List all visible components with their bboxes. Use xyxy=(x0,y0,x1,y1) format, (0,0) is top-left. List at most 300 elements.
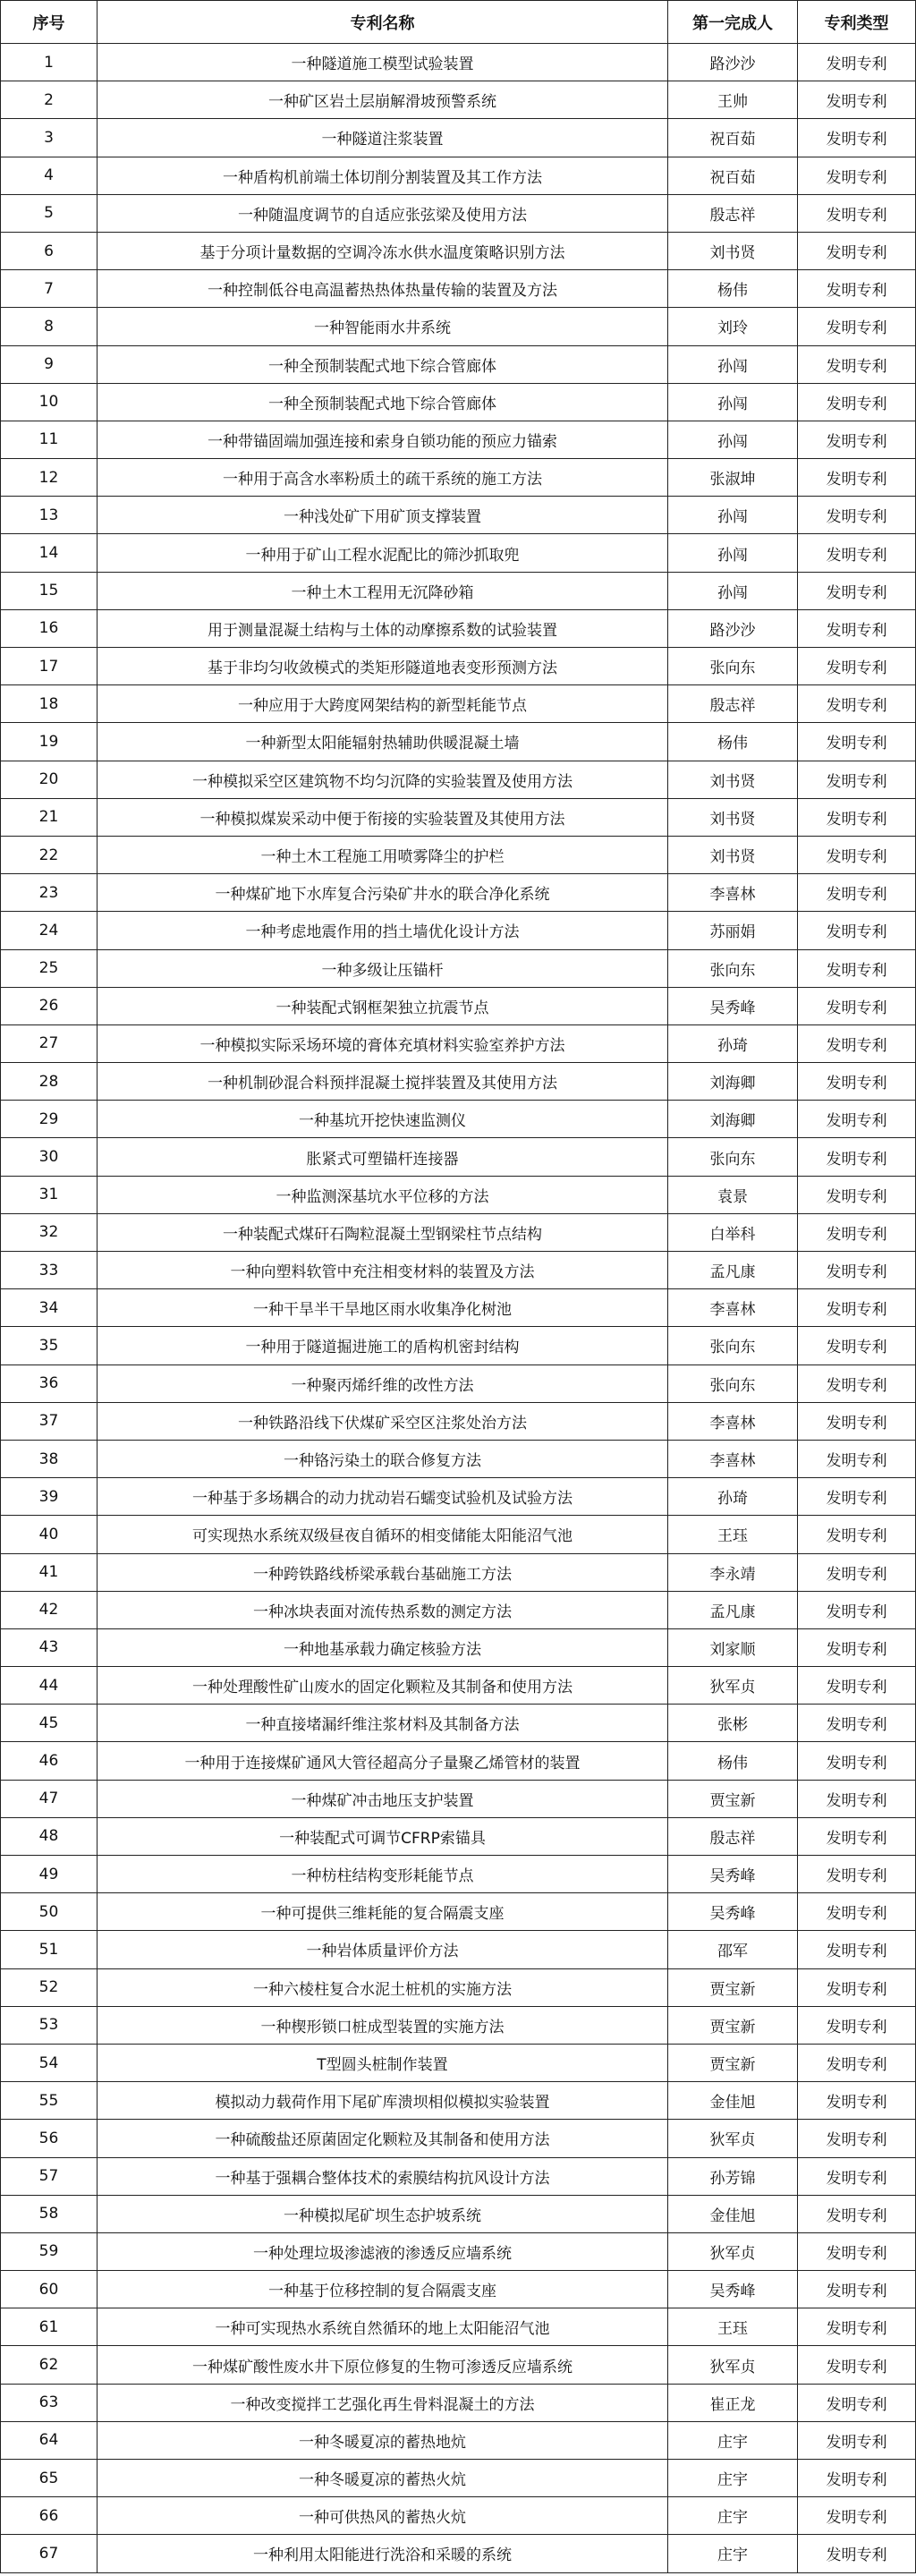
cell-patent-name: 一种冬暖夏凉的蓄热火炕 xyxy=(98,2460,668,2497)
table-row xyxy=(1,421,916,458)
cell-serial-number: 64 xyxy=(1,2421,98,2459)
cell-patent-name: 一种土木工程用无沉降砂箱 xyxy=(98,572,668,609)
cell-first-inventor: 狄军贞 xyxy=(668,2346,798,2384)
cell-serial-number: 23 xyxy=(1,874,98,912)
table-row xyxy=(1,798,916,836)
table-row xyxy=(1,1817,916,1855)
table-row xyxy=(1,1628,916,1666)
cell-patent-name: 一种模拟尾矿坝生态护坡系统 xyxy=(98,2195,668,2232)
cell-serial-number: 40 xyxy=(1,1516,98,1553)
table-row xyxy=(1,1024,916,1062)
table-row xyxy=(1,270,916,308)
table-row xyxy=(1,2271,916,2308)
table-row xyxy=(1,497,916,534)
table-row xyxy=(1,2157,916,2195)
table-row xyxy=(1,534,916,572)
cell-patent-name: 一种盾构机前端土体切削分割装置及其工作方法 xyxy=(98,157,668,194)
table-row xyxy=(1,987,916,1024)
cell-patent-type: 发明专利 xyxy=(798,987,916,1024)
cell-first-inventor: 刘书贤 xyxy=(668,836,798,873)
cell-serial-number: 50 xyxy=(1,1893,98,1931)
cell-patent-name: 一种用于连接煤矿通风大管径超高分子量聚乙烯管材的装置 xyxy=(98,1742,668,1780)
cell-patent-name: 模拟动力载荷作用下尾矿库溃坝相似模拟实验装置 xyxy=(98,2082,668,2120)
cell-patent-name: 一种基于多场耦合的动力扰动岩石蠕变试验机及试验方法 xyxy=(98,1478,668,1516)
cell-serial-number: 60 xyxy=(1,2271,98,2308)
cell-patent-name: 用于测量混凝土结构与土体的动摩擦系数的试验装置 xyxy=(98,609,668,647)
cell-first-inventor: 路沙沙 xyxy=(668,609,798,647)
cell-serial-number: 47 xyxy=(1,1780,98,1817)
cell-first-inventor: 刘海卿 xyxy=(668,1101,798,1138)
table-row xyxy=(1,2044,916,2081)
cell-serial-number: 51 xyxy=(1,1931,98,1968)
cell-first-inventor: 杨伟 xyxy=(668,723,798,761)
cell-first-inventor: 吴秀峰 xyxy=(668,987,798,1024)
table-row xyxy=(1,2384,916,2421)
table-row xyxy=(1,383,916,421)
cell-patent-type: 发明专利 xyxy=(798,798,916,836)
cell-serial-number: 41 xyxy=(1,1553,98,1591)
cell-serial-number: 42 xyxy=(1,1591,98,1628)
cell-serial-number: 58 xyxy=(1,2195,98,2232)
cell-patent-name: 一种矿区岩土层崩解滑坡预警系统 xyxy=(98,81,668,119)
cell-patent-type: 发明专利 xyxy=(798,1968,916,2006)
table-row xyxy=(1,2346,916,2384)
cell-serial-number: 67 xyxy=(1,2535,98,2572)
cell-serial-number: 52 xyxy=(1,1968,98,2006)
table-row xyxy=(1,81,916,119)
table-row xyxy=(1,44,916,81)
table-row xyxy=(1,1101,916,1138)
cell-first-inventor: 杨伟 xyxy=(668,1742,798,1780)
cell-patent-name: 基于非均匀收敛模式的类矩形隧道地表变形预测方法 xyxy=(98,648,668,685)
cell-first-inventor: 祝百茹 xyxy=(668,119,798,157)
table-row xyxy=(1,1402,916,1440)
cell-patent-type: 发明专利 xyxy=(798,1478,916,1516)
table-row xyxy=(1,648,916,685)
cell-serial-number: 30 xyxy=(1,1138,98,1176)
cell-patent-name: 一种土木工程施工用喷雾降尘的护栏 xyxy=(98,836,668,873)
table-row xyxy=(1,1856,916,1893)
cell-patent-type: 发明专利 xyxy=(798,912,916,949)
cell-serial-number: 36 xyxy=(1,1365,98,1402)
cell-patent-type: 发明专利 xyxy=(798,2535,916,2572)
cell-first-inventor: 白举科 xyxy=(668,1213,798,1251)
cell-first-inventor: 吴秀峰 xyxy=(668,2271,798,2308)
cell-serial-number: 53 xyxy=(1,2006,98,2044)
cell-patent-type: 发明专利 xyxy=(798,2460,916,2497)
table-row xyxy=(1,1968,916,2006)
cell-patent-name: 一种向塑料软管中充注相变材料的装置及方法 xyxy=(98,1252,668,1289)
cell-patent-type: 发明专利 xyxy=(798,308,916,345)
table-row xyxy=(1,836,916,873)
cell-patent-type: 发明专利 xyxy=(798,1553,916,1591)
table-row xyxy=(1,1176,916,1213)
cell-serial-number: 37 xyxy=(1,1402,98,1440)
cell-patent-name: 一种多级让压锚杆 xyxy=(98,949,668,987)
cell-patent-name: 一种智能雨水井系统 xyxy=(98,308,668,345)
cell-patent-type: 发明专利 xyxy=(798,1931,916,1968)
cell-patent-type: 发明专利 xyxy=(798,2384,916,2421)
cell-serial-number: 39 xyxy=(1,1478,98,1516)
cell-serial-number: 26 xyxy=(1,987,98,1024)
cell-first-inventor: 刘家顺 xyxy=(668,1628,798,1666)
cell-patent-type: 发明专利 xyxy=(798,1402,916,1440)
cell-first-inventor: 张彬 xyxy=(668,1705,798,1742)
cell-patent-type: 发明专利 xyxy=(798,1628,916,1666)
cell-first-inventor: 刘玲 xyxy=(668,308,798,345)
cell-patent-type: 发明专利 xyxy=(798,421,916,458)
cell-patent-type: 发明专利 xyxy=(798,1440,916,1477)
cell-patent-name: 一种浅处矿下用矿顶支撑装置 xyxy=(98,497,668,534)
cell-patent-name: 一种六棱柱复合水泥土桩机的实施方法 xyxy=(98,1968,668,2006)
cell-serial-number: 8 xyxy=(1,308,98,345)
cell-patent-name: 一种铁路沿线下伏煤矿采空区注浆处治方法 xyxy=(98,1402,668,1440)
table-row xyxy=(1,157,916,194)
cell-patent-name: 一种随温度调节的自适应张弦梁及使用方法 xyxy=(98,194,668,232)
cell-patent-type: 发明专利 xyxy=(798,1213,916,1251)
cell-first-inventor: 张向东 xyxy=(668,949,798,987)
cell-serial-number: 66 xyxy=(1,2497,98,2535)
cell-serial-number: 20 xyxy=(1,761,98,798)
cell-patent-type: 发明专利 xyxy=(798,1252,916,1289)
cell-first-inventor: 杨伟 xyxy=(668,270,798,308)
cell-first-inventor: 孙琦 xyxy=(668,1024,798,1062)
cell-patent-name: 一种枋柱结构变形耗能节点 xyxy=(98,1856,668,1893)
table-row xyxy=(1,2535,916,2572)
cell-first-inventor: 殷志祥 xyxy=(668,1817,798,1855)
cell-serial-number: 46 xyxy=(1,1742,98,1780)
cell-patent-name: 一种考虑地震作用的挡土墙优化设计方法 xyxy=(98,912,668,949)
cell-patent-name: 一种隧道施工模型试验装置 xyxy=(98,44,668,81)
cell-patent-name: 一种煤矿地下水库复合污染矿井水的联合净化系统 xyxy=(98,874,668,912)
cell-first-inventor: 庄宇 xyxy=(668,2421,798,2459)
cell-first-inventor: 孙闯 xyxy=(668,383,798,421)
table-row xyxy=(1,723,916,761)
table-row xyxy=(1,459,916,497)
cell-serial-number: 4 xyxy=(1,157,98,194)
cell-patent-name: 一种冬暖夏凉的蓄热地炕 xyxy=(98,2421,668,2459)
cell-serial-number: 7 xyxy=(1,270,98,308)
cell-patent-type: 发明专利 xyxy=(798,648,916,685)
cell-patent-type: 发明专利 xyxy=(798,1327,916,1365)
cell-serial-number: 61 xyxy=(1,2308,98,2346)
cell-first-inventor: 贾宝新 xyxy=(668,2044,798,2081)
table-row xyxy=(1,912,916,949)
cell-patent-name: 一种模拟煤炭采动中便于衔接的实验装置及其使用方法 xyxy=(98,798,668,836)
cell-serial-number: 3 xyxy=(1,119,98,157)
cell-patent-type: 发明专利 xyxy=(798,2044,916,2081)
cell-serial-number: 63 xyxy=(1,2384,98,2421)
cell-patent-type: 发明专利 xyxy=(798,2082,916,2120)
cell-first-inventor: 庄宇 xyxy=(668,2535,798,2572)
cell-patent-type: 发明专利 xyxy=(798,2120,916,2157)
cell-serial-number: 16 xyxy=(1,609,98,647)
cell-patent-name: 一种用于矿山工程水泥配比的筛沙抓取兜 xyxy=(98,534,668,572)
cell-patent-name: 胀紧式可塑锚杆连接器 xyxy=(98,1138,668,1176)
table-row xyxy=(1,1931,916,1968)
header-first-inventor: 第一完成人 xyxy=(668,1,798,44)
cell-patent-type: 发明专利 xyxy=(798,1893,916,1931)
cell-patent-name: 一种可提供三维耗能的复合隔震支座 xyxy=(98,1893,668,1931)
cell-patent-type: 发明专利 xyxy=(798,232,916,269)
table-row xyxy=(1,2195,916,2232)
cell-serial-number: 27 xyxy=(1,1024,98,1062)
table-row xyxy=(1,1138,916,1176)
cell-first-inventor: 王帅 xyxy=(668,81,798,119)
table-row xyxy=(1,1063,916,1101)
cell-patent-type: 发明专利 xyxy=(798,1705,916,1742)
cell-first-inventor: 祝百茹 xyxy=(668,157,798,194)
cell-serial-number: 44 xyxy=(1,1667,98,1705)
table-row xyxy=(1,2460,916,2497)
cell-first-inventor: 孟凡康 xyxy=(668,1252,798,1289)
cell-serial-number: 43 xyxy=(1,1628,98,1666)
cell-patent-type: 发明专利 xyxy=(798,874,916,912)
table-row xyxy=(1,1252,916,1289)
cell-patent-name: 一种铬污染土的联合修复方法 xyxy=(98,1440,668,1477)
table-row xyxy=(1,949,916,987)
cell-first-inventor: 李喜林 xyxy=(668,1402,798,1440)
cell-patent-type: 发明专利 xyxy=(798,44,916,81)
header-serial-number: 序号 xyxy=(1,1,98,44)
cell-patent-name: 一种可供热风的蓄热火炕 xyxy=(98,2497,668,2535)
cell-first-inventor: 刘书贤 xyxy=(668,232,798,269)
cell-first-inventor: 金佳旭 xyxy=(668,2195,798,2232)
cell-patent-type: 发明专利 xyxy=(798,459,916,497)
table-row xyxy=(1,874,916,912)
table-row xyxy=(1,1478,916,1516)
cell-patent-name: 一种可实现热水系统自然循环的地上太阳能沼气池 xyxy=(98,2308,668,2346)
cell-patent-name: T型圆头桩制作装置 xyxy=(98,2044,668,2081)
cell-serial-number: 31 xyxy=(1,1176,98,1213)
cell-serial-number: 14 xyxy=(1,534,98,572)
cell-patent-type: 发明专利 xyxy=(798,157,916,194)
cell-patent-type: 发明专利 xyxy=(798,1138,916,1176)
cell-serial-number: 19 xyxy=(1,723,98,761)
table-row xyxy=(1,1516,916,1553)
cell-patent-type: 发明专利 xyxy=(798,2497,916,2535)
cell-patent-type: 发明专利 xyxy=(798,1591,916,1628)
cell-patent-type: 发明专利 xyxy=(798,1856,916,1893)
table-row xyxy=(1,2006,916,2044)
cell-patent-name: 一种直接堵漏纤维注浆材料及其制备方法 xyxy=(98,1705,668,1742)
table-row xyxy=(1,2082,916,2120)
cell-serial-number: 9 xyxy=(1,345,98,383)
table-row xyxy=(1,1289,916,1327)
cell-patent-type: 发明专利 xyxy=(798,383,916,421)
table-row xyxy=(1,1591,916,1628)
cell-serial-number: 55 xyxy=(1,2082,98,2120)
cell-patent-type: 发明专利 xyxy=(798,685,916,723)
table-row xyxy=(1,1667,916,1705)
table-row xyxy=(1,2308,916,2346)
cell-serial-number: 10 xyxy=(1,383,98,421)
cell-first-inventor: 孙闯 xyxy=(668,497,798,534)
cell-serial-number: 28 xyxy=(1,1063,98,1101)
table-row xyxy=(1,232,916,269)
cell-serial-number: 56 xyxy=(1,2120,98,2157)
cell-first-inventor: 路沙沙 xyxy=(668,44,798,81)
cell-patent-type: 发明专利 xyxy=(798,1667,916,1705)
table-row xyxy=(1,1893,916,1931)
cell-serial-number: 15 xyxy=(1,572,98,609)
cell-patent-type: 发明专利 xyxy=(798,534,916,572)
cell-serial-number: 33 xyxy=(1,1252,98,1289)
cell-patent-name: 一种应用于大跨度网架结构的新型耗能节点 xyxy=(98,685,668,723)
header-patent-name: 专利名称 xyxy=(98,1,668,44)
cell-serial-number: 21 xyxy=(1,798,98,836)
cell-patent-name: 一种基坑开挖快速监测仪 xyxy=(98,1101,668,1138)
cell-patent-name: 一种监测深基坑水平位移的方法 xyxy=(98,1176,668,1213)
cell-patent-name: 一种全预制装配式地下综合管廊体 xyxy=(98,345,668,383)
cell-first-inventor: 庄宇 xyxy=(668,2497,798,2535)
cell-first-inventor: 张向东 xyxy=(668,1327,798,1365)
cell-serial-number: 48 xyxy=(1,1817,98,1855)
cell-serial-number: 45 xyxy=(1,1705,98,1742)
table-row xyxy=(1,1213,916,1251)
table-row xyxy=(1,2120,916,2157)
cell-first-inventor: 刘海卿 xyxy=(668,1063,798,1101)
cell-patent-name: 一种地基承载力确定核验方法 xyxy=(98,1628,668,1666)
cell-patent-type: 发明专利 xyxy=(798,1817,916,1855)
cell-patent-type: 发明专利 xyxy=(798,2006,916,2044)
cell-serial-number: 35 xyxy=(1,1327,98,1365)
cell-patent-name: 一种基于位移控制的复合隔震支座 xyxy=(98,2271,668,2308)
table-row xyxy=(1,1553,916,1591)
cell-patent-type: 发明专利 xyxy=(798,119,916,157)
cell-patent-type: 发明专利 xyxy=(798,2346,916,2384)
cell-first-inventor: 孙闯 xyxy=(668,345,798,383)
cell-patent-type: 发明专利 xyxy=(798,2232,916,2270)
cell-patent-name: 一种聚丙烯纤维的改性方法 xyxy=(98,1365,668,1402)
table-row xyxy=(1,1365,916,1402)
cell-patent-type: 发明专利 xyxy=(798,1063,916,1101)
cell-patent-name: 可实现热水系统双级昼夜自循环的相变储能太阳能沼气池 xyxy=(98,1516,668,1553)
cell-patent-type: 发明专利 xyxy=(798,2157,916,2195)
cell-patent-name: 一种楔形锁口桩成型装置的实施方法 xyxy=(98,2006,668,2044)
cell-serial-number: 13 xyxy=(1,497,98,534)
cell-serial-number: 11 xyxy=(1,421,98,458)
cell-patent-type: 发明专利 xyxy=(798,1289,916,1327)
cell-patent-name: 一种冰块表面对流传热系数的测定方法 xyxy=(98,1591,668,1628)
cell-first-inventor: 狄军贞 xyxy=(668,2232,798,2270)
table-row xyxy=(1,1780,916,1817)
cell-patent-type: 发明专利 xyxy=(798,81,916,119)
cell-first-inventor: 李喜林 xyxy=(668,1289,798,1327)
cell-first-inventor: 刘书贤 xyxy=(668,798,798,836)
cell-first-inventor: 殷志祥 xyxy=(668,194,798,232)
cell-first-inventor: 王珏 xyxy=(668,2308,798,2346)
cell-first-inventor: 孙闯 xyxy=(668,421,798,458)
cell-serial-number: 34 xyxy=(1,1289,98,1327)
cell-patent-name: 一种带锚固端加强连接和索身自锁功能的预应力锚索 xyxy=(98,421,668,458)
table-row xyxy=(1,119,916,157)
cell-serial-number: 5 xyxy=(1,194,98,232)
cell-patent-name: 一种模拟实际采场环境的膏体充填材料实验室养护方法 xyxy=(98,1024,668,1062)
cell-patent-name: 一种控制低谷电高温蓄热热体热量传输的装置及方法 xyxy=(98,270,668,308)
cell-patent-name: 一种利用太阳能进行洗浴和采暖的系统 xyxy=(98,2535,668,2572)
cell-first-inventor: 贾宝新 xyxy=(668,1780,798,1817)
table-row xyxy=(1,609,916,647)
cell-first-inventor: 狄军贞 xyxy=(668,2120,798,2157)
cell-patent-type: 发明专利 xyxy=(798,1024,916,1062)
cell-serial-number: 49 xyxy=(1,1856,98,1893)
cell-patent-type: 发明专利 xyxy=(798,949,916,987)
cell-patent-type: 发明专利 xyxy=(798,1780,916,1817)
table-header-row xyxy=(1,1,916,44)
cell-first-inventor: 张向东 xyxy=(668,1365,798,1402)
cell-first-inventor: 崔正龙 xyxy=(668,2384,798,2421)
cell-patent-type: 发明专利 xyxy=(798,723,916,761)
cell-patent-type: 发明专利 xyxy=(798,761,916,798)
cell-first-inventor: 李永靖 xyxy=(668,1553,798,1591)
cell-first-inventor: 吴秀峰 xyxy=(668,1856,798,1893)
table-row xyxy=(1,2232,916,2270)
cell-serial-number: 54 xyxy=(1,2044,98,2081)
cell-first-inventor: 孙芳锦 xyxy=(668,2157,798,2195)
cell-serial-number: 32 xyxy=(1,1213,98,1251)
cell-first-inventor: 王珏 xyxy=(668,1516,798,1553)
table-body xyxy=(1,44,916,2573)
cell-first-inventor: 孙闯 xyxy=(668,534,798,572)
cell-patent-type: 发明专利 xyxy=(798,1516,916,1553)
cell-patent-name: 一种全预制装配式地下综合管廊体 xyxy=(98,383,668,421)
table-row xyxy=(1,345,916,383)
cell-patent-name: 一种机制砂混合料预拌混凝土搅拌装置及其使用方法 xyxy=(98,1063,668,1101)
table-row xyxy=(1,1742,916,1780)
table-row xyxy=(1,761,916,798)
cell-patent-name: 一种装配式可调节CFRP索锚具 xyxy=(98,1817,668,1855)
cell-patent-name: 一种新型太阳能辐射热辅助供暖混凝土墙 xyxy=(98,723,668,761)
cell-patent-type: 发明专利 xyxy=(798,1742,916,1780)
cell-patent-type: 发明专利 xyxy=(798,194,916,232)
cell-patent-name: 一种装配式煤矸石陶粒混凝土型钢梁柱节点结构 xyxy=(98,1213,668,1251)
cell-serial-number: 22 xyxy=(1,836,98,873)
cell-first-inventor: 吴秀峰 xyxy=(668,1893,798,1931)
cell-serial-number: 17 xyxy=(1,648,98,685)
cell-patent-name: 一种处理酸性矿山废水的固定化颗粒及其制备和使用方法 xyxy=(98,1667,668,1705)
table-row xyxy=(1,2421,916,2459)
cell-first-inventor: 张淑坤 xyxy=(668,459,798,497)
table-row xyxy=(1,308,916,345)
cell-first-inventor: 庄宇 xyxy=(668,2460,798,2497)
cell-first-inventor: 邵军 xyxy=(668,1931,798,1968)
cell-patent-name: 一种改变搅拌工艺强化再生骨料混凝土的方法 xyxy=(98,2384,668,2421)
cell-first-inventor: 孙琦 xyxy=(668,1478,798,1516)
cell-patent-name: 一种用于高含水率粉质土的疏干系统的施工方法 xyxy=(98,459,668,497)
cell-serial-number: 18 xyxy=(1,685,98,723)
cell-serial-number: 38 xyxy=(1,1440,98,1477)
cell-patent-type: 发明专利 xyxy=(798,572,916,609)
cell-patent-type: 发明专利 xyxy=(798,2195,916,2232)
cell-serial-number: 25 xyxy=(1,949,98,987)
cell-serial-number: 12 xyxy=(1,459,98,497)
cell-patent-type: 发明专利 xyxy=(798,345,916,383)
cell-patent-type: 发明专利 xyxy=(798,1101,916,1138)
cell-patent-type: 发明专利 xyxy=(798,270,916,308)
cell-first-inventor: 孟凡康 xyxy=(668,1591,798,1628)
cell-serial-number: 29 xyxy=(1,1101,98,1138)
cell-patent-name: 一种处理垃圾渗滤液的渗透反应墙系统 xyxy=(98,2232,668,2270)
cell-patent-name: 一种跨铁路线桥梁承载台基础施工方法 xyxy=(98,1553,668,1591)
cell-patent-name: 一种模拟采空区建筑物不均匀沉降的实验装置及使用方法 xyxy=(98,761,668,798)
cell-patent-type: 发明专利 xyxy=(798,836,916,873)
table-row xyxy=(1,1705,916,1742)
cell-serial-number: 6 xyxy=(1,232,98,269)
cell-first-inventor: 李喜林 xyxy=(668,1440,798,1477)
cell-patent-type: 发明专利 xyxy=(798,609,916,647)
cell-serial-number: 2 xyxy=(1,81,98,119)
